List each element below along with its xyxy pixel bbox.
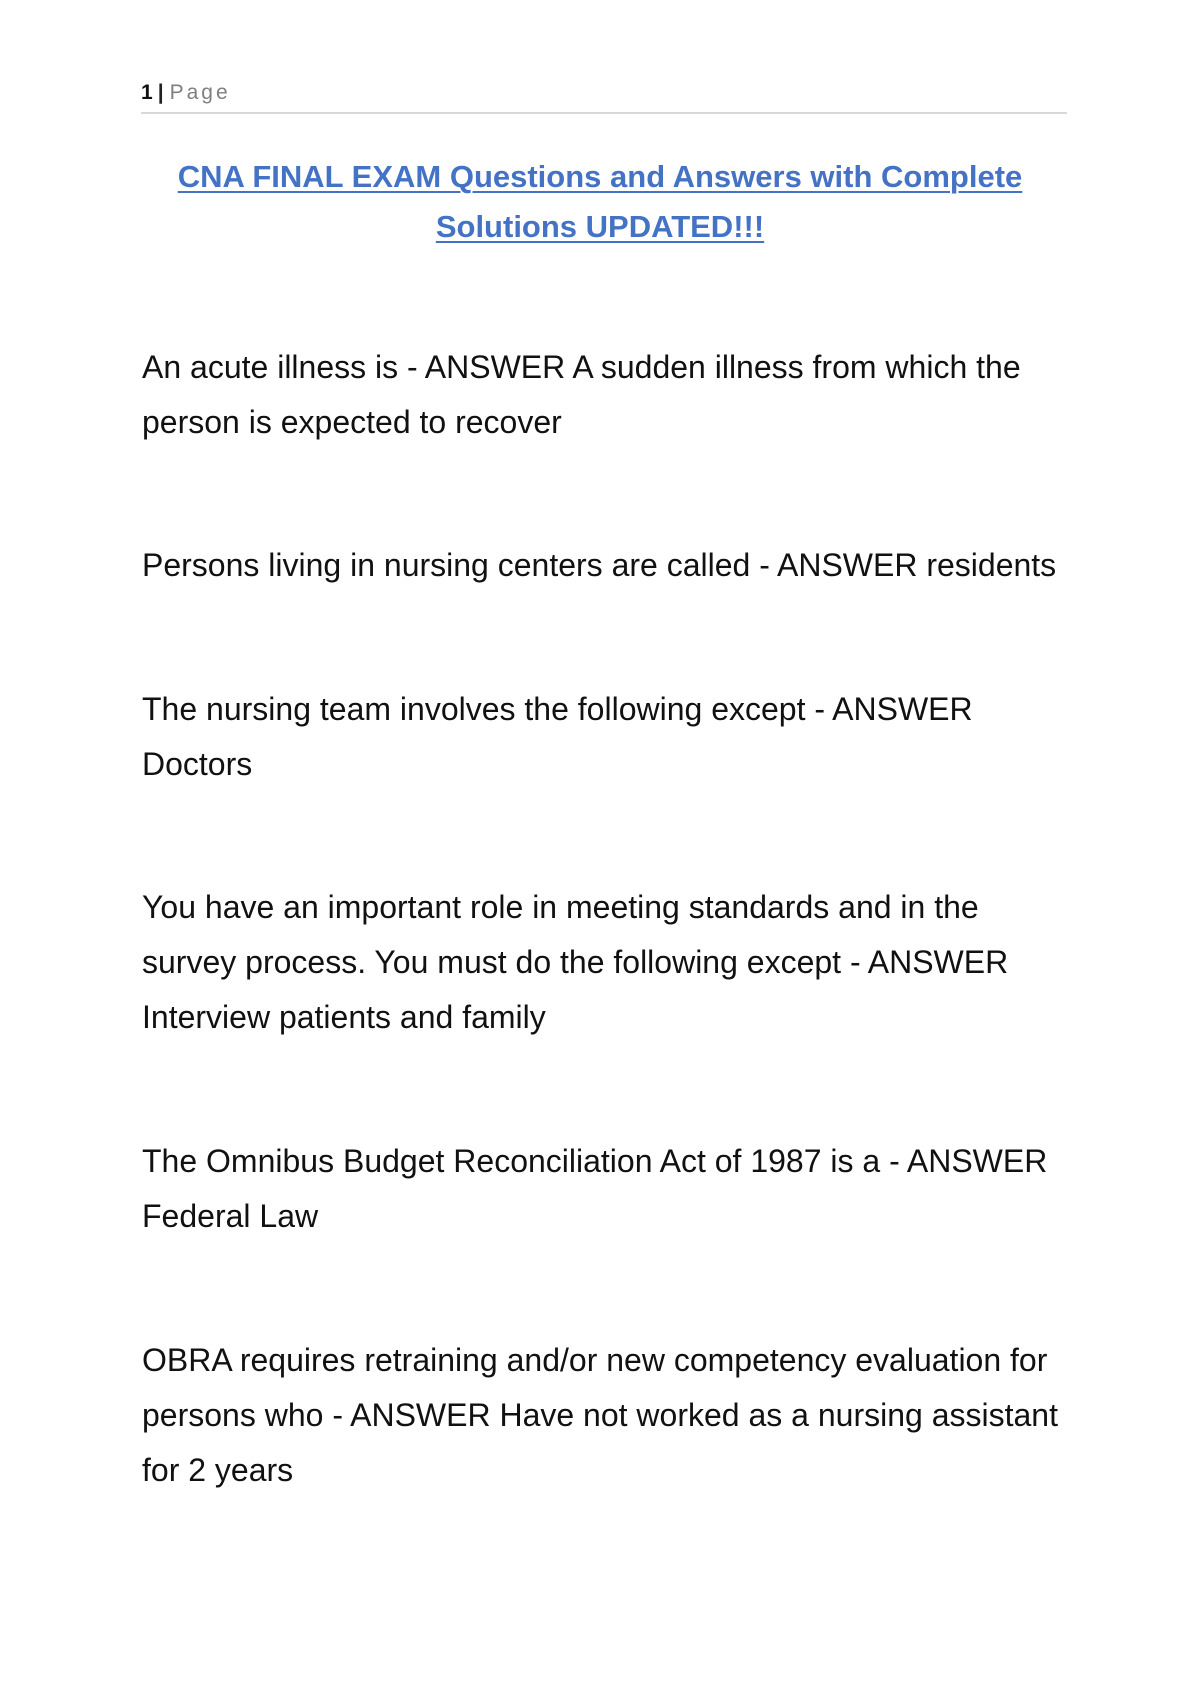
answer-label: ANSWER — [832, 691, 973, 727]
page-header — [141, 82, 1067, 114]
answer-text: A sudden illness from which the person is expected to recover — [142, 349, 1021, 440]
question-text: The Omnibus Budget Reconciliation Act of 1987 is a — [142, 1143, 881, 1179]
answer-text: Have not worked as a nursing assistant for 2 years — [142, 1397, 1058, 1488]
answer-text: Interview patients and family — [142, 999, 546, 1035]
qa-item: An acute illness is - ANSWER A sudden illness from which the person is expected to recover — [142, 349, 1021, 440]
answer-label: ANSWER — [776, 547, 918, 583]
qa-item: The nursing team involves the following except - ANSWER Doctors — [142, 691, 973, 782]
page-number-separator: | — [157, 81, 164, 104]
qa-item: Persons living in nursing centers are called - ANSWER residents — [142, 547, 1057, 583]
qa-item: OBRA requires retraining and/or new competency evaluation for persons who - ANSWER Have not worked as a nursing assistant for 2 years — [142, 1342, 1058, 1488]
qa-item: The Omnibus Budget Reconciliation Act of 1987 is a - ANSWER Federal Law — [142, 1143, 1048, 1234]
question-text: An acute illness is — [142, 349, 399, 385]
question-text: You have an important role in meeting standards and in the survey process. You must do the following except — [142, 889, 979, 980]
question-text: OBRA requires retraining and/or new competency evaluation for persons who — [142, 1342, 1048, 1433]
answer-text: Doctors — [142, 746, 253, 782]
answer-label: ANSWER — [424, 349, 566, 385]
page-label: Page — [169, 81, 231, 104]
answer-label: ANSWER — [350, 1397, 491, 1433]
answer-label: ANSWER — [906, 1143, 1048, 1179]
answer-text: residents — [926, 547, 1057, 583]
qa-item: You have an important role in meeting standards and in the survey process. You must do the following except - ANSWER Interview patients and family — [142, 889, 1009, 1035]
document-title: CNA FINAL EXAM Questions and Answers with Complete Solutions UPDATED!!! — [177, 159, 1023, 244]
answer-text: Federal Law — [142, 1198, 319, 1234]
answer-label: ANSWER — [867, 944, 1009, 980]
question-text: The nursing team involves the following except — [142, 691, 806, 727]
question-text: Persons living in nursing centers are called — [142, 547, 751, 583]
page-number: 1 — [141, 81, 153, 104]
